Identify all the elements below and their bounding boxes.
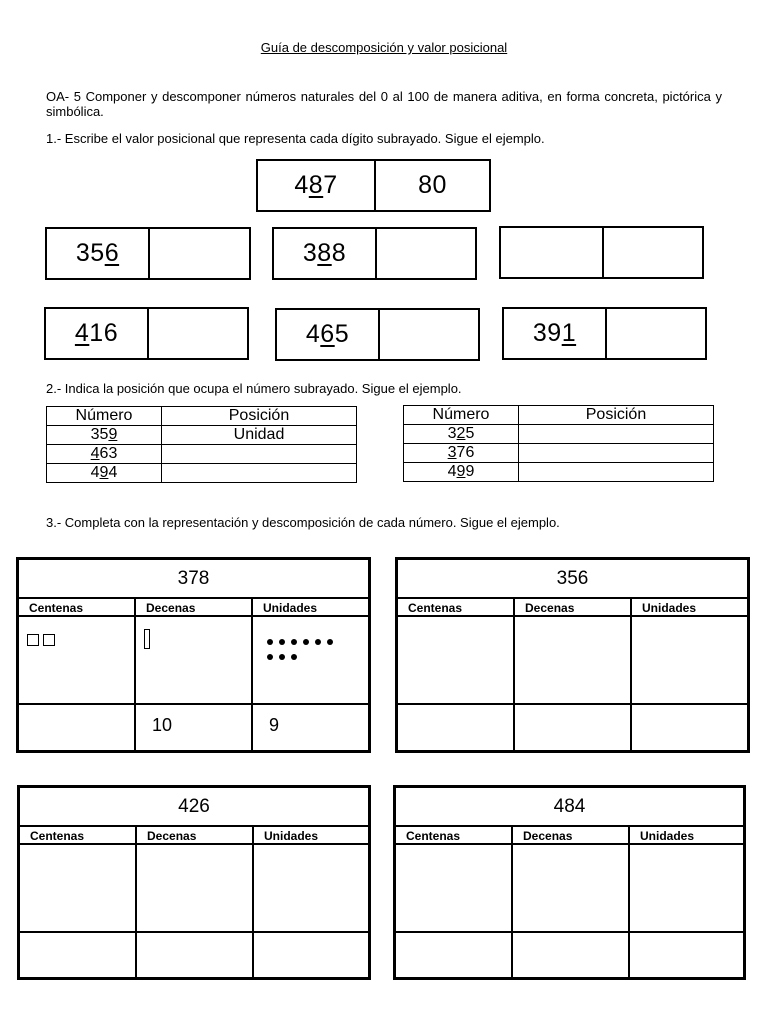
label-centenas: Centenas [396,827,513,843]
number-cell [277,310,380,359]
decomposition-number: 356 [398,560,747,599]
ten-rod-icon [144,629,150,649]
unit-dot-icon [303,639,309,645]
label-centenas: Centenas [398,599,515,615]
unit-dot-icon [327,639,333,645]
value-box [44,307,249,360]
underlined-digit: 8 [317,239,332,267]
table-row [47,426,357,445]
unidades-drawing[interactable] [630,845,743,931]
underlined-digit: 1 [561,319,577,347]
digit-pre: 4 [447,463,457,480]
digit-post: 9 [465,463,475,480]
symbolic-row [19,705,368,751]
position-cell[interactable] [519,444,714,463]
underlined-digit: 9 [99,464,109,481]
example-number [258,161,376,210]
underlined-digit: 6 [104,239,120,267]
section2-instruction: 2.- Indica la posición que ocupa el número subrayado. Sigue el ejemplo. [46,381,462,396]
position-table-right [403,405,714,482]
underlined-digit: 4 [90,445,100,462]
value-box [499,226,704,279]
label-unidades: Unidades [264,829,319,843]
decenas-drawing[interactable] [137,845,254,931]
centenas-value[interactable] [20,933,137,979]
position-cell[interactable] [162,464,357,483]
centenas-drawing[interactable] [20,845,137,931]
digit-pre: 39 [532,319,562,347]
decomposition-number: 378 [19,560,368,599]
unit-dot-icon [291,654,297,660]
unit-dot-icon [279,639,285,645]
pictorial-row [398,617,747,705]
table-row [404,425,714,444]
answer-cell[interactable] [604,228,702,277]
decenas-drawing [136,617,253,703]
number-cell [47,464,162,483]
header-numero: Número [47,407,162,426]
digit-pre: 35 [90,426,109,443]
digit-post: 76 [456,444,475,461]
value-box [272,227,477,280]
digit-post: 7 [323,171,338,199]
answer-cell[interactable] [607,309,705,358]
centenas-drawing[interactable] [398,617,515,703]
decomposition-table [17,785,371,980]
number-cell [46,309,149,358]
centenas-value[interactable] [398,705,515,751]
unit-dot-icon [315,639,321,645]
number-cell [404,444,519,463]
unidades-drawing[interactable] [254,845,368,931]
decenas-drawing[interactable] [513,845,630,931]
unidades-value[interactable] [254,933,368,979]
table-row [404,444,714,463]
digit-post: 4 [108,464,118,481]
decomposition-table [393,785,746,980]
pictorial-row [396,845,743,933]
digit-post: 5 [334,320,350,348]
column-labels [396,827,743,845]
label-unidades: Unidades [642,601,697,615]
value-box [275,308,480,361]
column-labels [20,827,368,845]
table-row [47,445,357,464]
underlined-digit: 8 [308,171,324,199]
decenas-value[interactable]: 10 [136,705,253,751]
digit-pre: 3 [447,425,457,442]
answer-cell[interactable] [150,229,249,278]
digit-pre: 3 [302,239,318,267]
digit-post: 16 [89,319,119,347]
number-cell [501,228,604,277]
column-labels [19,599,368,617]
digit-post: 63 [99,445,118,462]
number-cell [404,463,519,482]
underlined-digit: 2 [456,425,466,442]
page-title: Guía de descomposición y valor posicional [260,40,508,55]
position-cell[interactable] [162,445,357,464]
header-posicion: Posición [162,407,357,426]
column-labels [398,599,747,617]
unit-dot-icon [267,639,273,645]
example-value-box [256,159,491,212]
centenas-value[interactable] [396,933,513,979]
label-unidades: Unidades [640,829,695,843]
number-cell [404,425,519,444]
hundred-square-icon [43,634,55,646]
label-decenas: Decenas [515,599,632,615]
number-cell [274,229,377,278]
answer-cell[interactable] [149,309,247,358]
digit-pre: 4 [90,464,100,481]
underlined-digit: 3 [447,444,457,461]
number-cell [47,426,162,445]
position-table-left [46,406,357,483]
hundred-square-icon [27,634,39,646]
underlined-digit: 4 [74,319,90,347]
unit-dot-icon [267,654,273,660]
decenas-value[interactable] [137,933,254,979]
unidades-value[interactable]: 9 [269,715,280,735]
section1-instruction: 1.- Escribe el valor posicional que representa cada dígito subrayado. Sigue el ejemplo. [46,131,545,146]
symbolic-row [396,933,743,979]
decomposition-number: 484 [396,788,743,827]
centenas-drawing[interactable] [396,845,513,931]
number-cell [47,229,150,278]
number-cell [504,309,607,358]
header-numero: Número [404,406,519,425]
decenas-drawing[interactable] [515,617,632,703]
section3-instruction: 3.- Completa con la representación y descomposición de cada número. Sigue el ejemplo. [46,515,560,530]
position-cell[interactable] [519,463,714,482]
table-row [47,464,357,483]
digit-post: 8 [331,239,347,267]
position-cell[interactable]: Unidad [162,426,357,445]
answer-cell[interactable] [380,310,478,359]
decomposition-table [395,557,750,753]
answer-cell[interactable] [377,229,475,278]
value-box [502,307,707,360]
digit-pre: 35 [75,239,105,267]
underlined-digit: 6 [320,320,335,348]
label-decenas: Decenas [137,827,254,843]
digit-pre: 4 [294,171,309,199]
learning-objective: OA- 5 Componer y descomponer números naturales del 0 al 100 de manera aditiva, en forma concreta, pictórica y simbólica. [46,89,722,119]
unidades-drawing[interactable] [632,617,747,703]
centenas-drawing [19,617,136,703]
unit-dot-icon [279,654,285,660]
pictorial-row [19,617,368,705]
unidades-value[interactable] [632,705,747,751]
header-posicion: Posición [519,406,714,425]
unit-dot-icon [291,639,297,645]
label-unidades: Unidades [263,601,318,615]
decenas-value[interactable] [513,933,630,979]
table-row [404,463,714,482]
example-answer: 80 [418,171,447,199]
pictorial-row [20,845,368,933]
decomposition-table [16,557,371,753]
label-decenas: Decenas [136,599,253,615]
centenas-value[interactable] [19,705,136,751]
value-box [45,227,251,280]
label-centenas: Centenas [20,827,137,843]
unidades-value[interactable] [630,933,743,979]
decenas-value[interactable] [515,705,632,751]
label-decenas: Decenas [513,827,630,843]
label-centenas: Centenas [19,599,136,615]
underlined-digit: 9 [108,426,118,443]
number-cell [47,445,162,464]
unidades-drawing [253,617,368,703]
symbolic-row [20,933,368,979]
position-cell[interactable] [519,425,714,444]
symbolic-row [398,705,747,751]
underlined-digit: 9 [456,463,466,480]
digit-pre: 4 [305,320,321,348]
decomposition-number: 426 [20,788,368,827]
digit-post: 5 [465,425,475,442]
